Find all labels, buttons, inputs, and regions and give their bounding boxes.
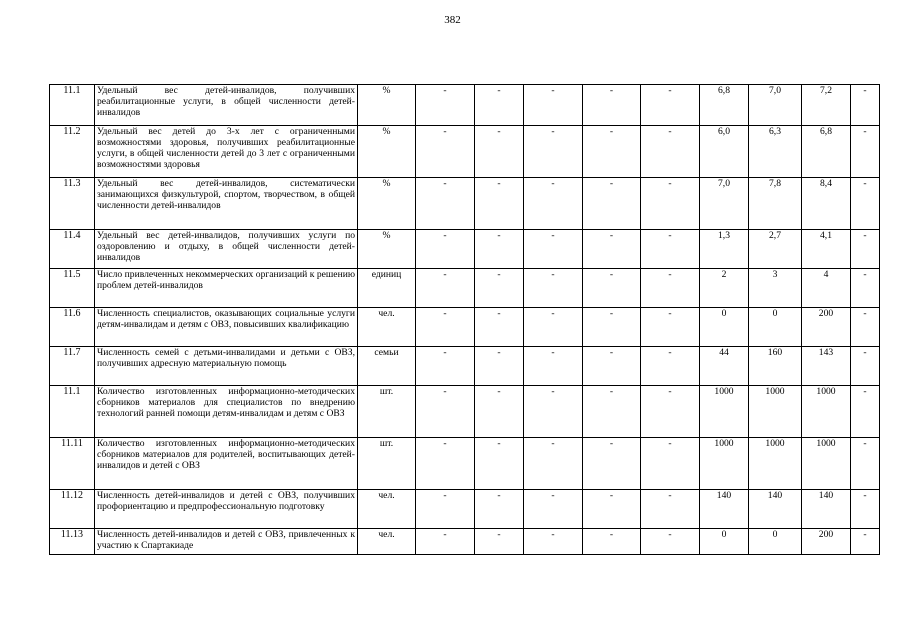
value-cell: - (524, 529, 583, 555)
value-cell: 6,8 (802, 126, 851, 178)
table-row (50, 126, 880, 178)
table-row (50, 85, 880, 126)
value-cell: - (851, 347, 880, 386)
row-number: 11.7 (50, 347, 95, 386)
row-number: 11.5 (50, 269, 95, 308)
value-cell: 140 (749, 490, 802, 529)
value-cell: - (641, 230, 700, 269)
value-cell: - (851, 230, 880, 269)
value-cell: - (475, 85, 524, 126)
value-cell: - (851, 85, 880, 126)
value-cell: - (475, 230, 524, 269)
value-cell: - (851, 529, 880, 555)
row-number: 11.1 (50, 386, 95, 438)
value-cell: 1000 (802, 438, 851, 490)
unit-cell: % (358, 85, 416, 126)
table-row (50, 490, 880, 529)
value-cell: 8,4 (802, 178, 851, 230)
indicator-description: Удельный вес детей-инвалидов, получивших услуги по оздоровлению и отдыху, в общей численности детей-инвалидов (95, 230, 358, 269)
value-cell: 140 (700, 490, 749, 529)
indicator-description: Количество изготовленных информационно-методических сборников материалов для родителей, воспитывающих детей-инвалидов и детей с ОВЗ (95, 438, 358, 490)
value-cell: - (475, 126, 524, 178)
row-number: 11.12 (50, 490, 95, 529)
value-cell: - (641, 308, 700, 347)
row-number: 11.3 (50, 178, 95, 230)
value-cell: - (524, 386, 583, 438)
indicator-description: Удельный вес детей до 3-х лет с ограниченными возможностями здоровья, получивших реабилитационные услуги, в общей численности детей до 3 лет с ограниченными возможностями здоровья (95, 126, 358, 178)
value-cell: - (851, 386, 880, 438)
unit-cell: % (358, 230, 416, 269)
value-cell: 2,7 (749, 230, 802, 269)
value-cell: - (851, 438, 880, 490)
value-cell: - (475, 269, 524, 308)
value-cell: 200 (802, 529, 851, 555)
value-cell: 6,0 (700, 126, 749, 178)
unit-cell: чел. (358, 529, 416, 555)
value-cell: 0 (700, 308, 749, 347)
value-cell: - (524, 126, 583, 178)
row-number: 11.1 (50, 85, 95, 126)
value-cell: - (583, 529, 641, 555)
value-cell: - (583, 230, 641, 269)
unit-cell: шт. (358, 438, 416, 490)
value-cell: 1000 (802, 386, 851, 438)
value-cell: - (524, 347, 583, 386)
value-cell: - (416, 178, 475, 230)
row-number: 11.4 (50, 230, 95, 269)
value-cell: - (416, 347, 475, 386)
table-row (50, 347, 880, 386)
value-cell: - (475, 178, 524, 230)
value-cell: - (583, 126, 641, 178)
indicator-description: Удельный вес детей-инвалидов, систематически занимающихся физкультурой, спортом, творчеством, в общей численности детей-инвалидов (95, 178, 358, 230)
value-cell: - (475, 438, 524, 490)
value-cell: - (475, 490, 524, 529)
value-cell: 0 (749, 308, 802, 347)
value-cell: 143 (802, 347, 851, 386)
indicator-description: Число привлеченных некоммерческих организаций к решению проблем детей-инвалидов (95, 269, 358, 308)
value-cell: 4 (802, 269, 851, 308)
value-cell: - (583, 178, 641, 230)
value-cell: - (641, 85, 700, 126)
value-cell: - (583, 438, 641, 490)
value-cell: - (583, 347, 641, 386)
value-cell: 4,1 (802, 230, 851, 269)
value-cell: - (524, 308, 583, 347)
value-cell: - (524, 85, 583, 126)
value-cell: - (641, 490, 700, 529)
value-cell: - (641, 529, 700, 555)
value-cell: 1000 (700, 386, 749, 438)
value-cell: - (475, 308, 524, 347)
indicator-description: Удельный вес детей-инвалидов, получивших реабилитационные услуги, в общей численности детей-инвалидов (95, 85, 358, 126)
indicator-description: Численность детей-инвалидов и детей с ОВЗ, привлеченных к участию к Спартакиаде (95, 529, 358, 555)
value-cell: 140 (802, 490, 851, 529)
value-cell: - (524, 178, 583, 230)
table-row (50, 230, 880, 269)
value-cell: - (851, 490, 880, 529)
row-number: 11.13 (50, 529, 95, 555)
table-row (50, 178, 880, 230)
unit-cell: шт. (358, 386, 416, 438)
value-cell: 44 (700, 347, 749, 386)
value-cell: - (524, 269, 583, 308)
value-cell: - (475, 529, 524, 555)
unit-cell: чел. (358, 308, 416, 347)
value-cell: - (851, 269, 880, 308)
row-number: 11.2 (50, 126, 95, 178)
value-cell: - (416, 490, 475, 529)
value-cell: - (416, 529, 475, 555)
row-number: 11.11 (50, 438, 95, 490)
table-row (50, 438, 880, 490)
value-cell: 3 (749, 269, 802, 308)
value-cell: 200 (802, 308, 851, 347)
value-cell: 1000 (749, 386, 802, 438)
indicators-table (49, 84, 880, 555)
value-cell: - (583, 85, 641, 126)
row-number: 11.6 (50, 308, 95, 347)
value-cell: 7,8 (749, 178, 802, 230)
value-cell: 7,0 (749, 85, 802, 126)
table-row (50, 386, 880, 438)
page-number: 382 (444, 14, 461, 26)
unit-cell: % (358, 126, 416, 178)
value-cell: 6,3 (749, 126, 802, 178)
value-cell: 7,0 (700, 178, 749, 230)
value-cell: - (641, 126, 700, 178)
value-cell: - (416, 269, 475, 308)
value-cell: - (475, 386, 524, 438)
unit-cell: % (358, 178, 416, 230)
value-cell: - (641, 269, 700, 308)
value-cell: - (524, 438, 583, 490)
value-cell: - (475, 347, 524, 386)
value-cell: - (416, 126, 475, 178)
value-cell: - (851, 308, 880, 347)
value-cell: - (524, 230, 583, 269)
value-cell: - (851, 178, 880, 230)
indicator-description: Численность специалистов, оказывающих социальные услуги детям-инвалидам и детям с ОВЗ, повысивших квалификацию (95, 308, 358, 347)
value-cell: 0 (749, 529, 802, 555)
value-cell: - (416, 230, 475, 269)
value-cell: - (851, 126, 880, 178)
value-cell: - (416, 85, 475, 126)
value-cell: - (416, 438, 475, 490)
indicator-description: Численность детей-инвалидов и детей с ОВЗ, получивших профориентацию и предпрофессиональную подготовку (95, 490, 358, 529)
unit-cell: семьи (358, 347, 416, 386)
unit-cell: чел. (358, 490, 416, 529)
table-row (50, 529, 880, 555)
value-cell: - (641, 386, 700, 438)
value-cell: - (641, 347, 700, 386)
table-row (50, 308, 880, 347)
value-cell: 2 (700, 269, 749, 308)
value-cell: 160 (749, 347, 802, 386)
value-cell: 0 (700, 529, 749, 555)
value-cell: - (583, 269, 641, 308)
value-cell: - (583, 308, 641, 347)
value-cell: 1,3 (700, 230, 749, 269)
value-cell: 6,8 (700, 85, 749, 126)
value-cell: - (641, 178, 700, 230)
unit-cell: единиц (358, 269, 416, 308)
value-cell: 1000 (700, 438, 749, 490)
value-cell: 7,2 (802, 85, 851, 126)
value-cell: - (416, 386, 475, 438)
value-cell: - (583, 386, 641, 438)
table-row (50, 269, 880, 308)
value-cell: - (524, 490, 583, 529)
value-cell: - (583, 490, 641, 529)
indicator-description: Численность семей с детьми-инвалидами и детьми с ОВЗ, получивших адресную материальную помощь (95, 347, 358, 386)
value-cell: - (641, 438, 700, 490)
indicator-description: Количество изготовленных информационно-методических сборников материалов для специалистов по внедрению технологий ранней помощи детям-инвалидам и детям с ОВЗ (95, 386, 358, 438)
value-cell: - (416, 308, 475, 347)
value-cell: 1000 (749, 438, 802, 490)
